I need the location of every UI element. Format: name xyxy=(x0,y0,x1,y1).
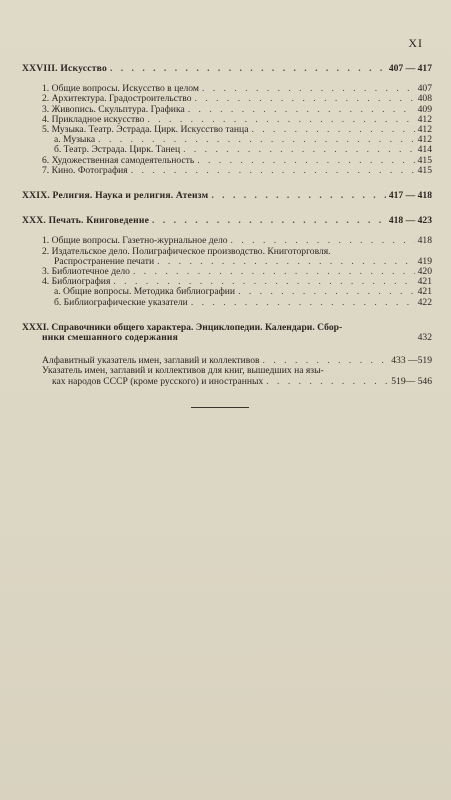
toc-section xyxy=(22,191,432,201)
entry-title: 2. Издательское дело. Полиграфическое производство. Книготорговля. xyxy=(42,245,331,257)
toc-subentry xyxy=(22,298,432,308)
index-title-continuation: ках народов СССР (кроме русского) и иностранных xyxy=(52,375,264,387)
dot-leader xyxy=(188,105,415,115)
entry-title: 4. Библиография xyxy=(42,276,111,288)
entry-page: 407 xyxy=(417,83,432,95)
entry-title: 1. Общие вопросы. Искусство в целом xyxy=(42,83,199,95)
table-of-contents xyxy=(22,64,432,387)
entry-page: 421 xyxy=(417,286,432,298)
section-title: XXVIII. Искусство xyxy=(22,63,107,74)
entry-page: 419 xyxy=(417,255,432,267)
section-title-continuation: ники смешанного содержания xyxy=(42,332,179,344)
section-pages: 417 — 418 xyxy=(388,190,432,202)
entry-page: 421 xyxy=(417,276,432,288)
index-entry xyxy=(42,377,432,387)
entry-page: 414 xyxy=(417,144,432,156)
section-heading xyxy=(22,191,432,201)
dot-leader xyxy=(133,267,415,277)
entry-title: 3. Библиотечное дело xyxy=(42,266,130,278)
dot-leader xyxy=(131,166,415,176)
entry-title: 5. Музыка. Театр. Эстрада. Цирк. Искусство танца xyxy=(42,124,249,136)
entry-title: 1. Общие вопросы. Газетно-журнальное дело xyxy=(42,235,228,247)
index-list xyxy=(22,356,432,387)
dot-leader xyxy=(211,191,385,201)
dot-leader xyxy=(251,125,414,135)
entry-page: 409 xyxy=(417,103,432,115)
entry-page: 408 xyxy=(417,93,432,105)
section-heading xyxy=(22,216,432,226)
dot-leader xyxy=(197,156,414,166)
section-title: XXXI. Справочники общего характера. Энциклопедии. Календари. Сбор- xyxy=(22,321,343,333)
toc-entry xyxy=(22,166,432,176)
dot-leader xyxy=(191,298,415,308)
entry-page: 420 xyxy=(417,266,432,278)
entry-title: б. Театр. Эстрада. Цирк. Танец xyxy=(54,144,181,156)
dot-leader xyxy=(266,377,388,387)
section-title: XXX. Печать. Книговедение xyxy=(22,215,150,227)
section-pages: 418 — 423 xyxy=(388,215,432,227)
entry-page: 415 xyxy=(417,164,432,176)
entry-page: 412 xyxy=(417,134,432,146)
entry-title: а. Общие вопросы. Методика библиографии xyxy=(54,286,236,298)
entry-title: Распространение печати xyxy=(54,255,155,267)
entry-page: 415 xyxy=(417,154,432,166)
index-pages: 433 —519 xyxy=(391,355,432,367)
section-pages: 432 xyxy=(417,332,432,344)
page-number: XI xyxy=(408,36,423,50)
dot-leader xyxy=(183,145,415,155)
entry-title: 4. Прикладное искусство xyxy=(42,113,145,125)
toc-section xyxy=(22,64,432,176)
index-pages: 519— 546 xyxy=(391,375,432,387)
index-title: Алфавитный указатель имен, заглавий и коллективов xyxy=(42,355,260,367)
section-heading xyxy=(22,64,432,74)
section-heading xyxy=(22,333,432,343)
entry-title: 3. Живопись. Скульптура. Графика xyxy=(42,103,185,115)
dot-leader xyxy=(152,216,386,226)
dot-leader xyxy=(238,287,415,297)
entry-page: 412 xyxy=(417,113,432,125)
entry-title: 2. Архитектура. Градостроительство xyxy=(42,93,192,105)
entry-page: 418 xyxy=(417,235,432,247)
dot-leader xyxy=(202,84,415,94)
entry-title: 7. Кино. Фотография xyxy=(42,164,128,176)
section-pages: 407 — 417 xyxy=(388,63,432,74)
dot-leader xyxy=(195,94,415,104)
section-title: XXIX. Религия. Наука и религия. Атеизм xyxy=(22,190,209,202)
dot-leader xyxy=(110,64,386,74)
index-title: Указатель имен, заглавий и коллективов для книг, вышедших на язы- xyxy=(42,365,324,377)
entry-title: а. Музыка xyxy=(54,134,96,146)
section-items xyxy=(22,236,432,307)
section-items xyxy=(22,84,432,176)
entry-title: б. Библиографические указатели xyxy=(54,296,188,308)
toc-section xyxy=(22,323,432,343)
entry-title: 6. Художественная самодеятельность xyxy=(42,154,195,166)
toc-section xyxy=(22,216,432,308)
dot-leader xyxy=(157,257,415,267)
entry-page: 412 xyxy=(417,124,432,136)
entry-page: 422 xyxy=(417,296,432,308)
end-rule xyxy=(191,407,249,408)
